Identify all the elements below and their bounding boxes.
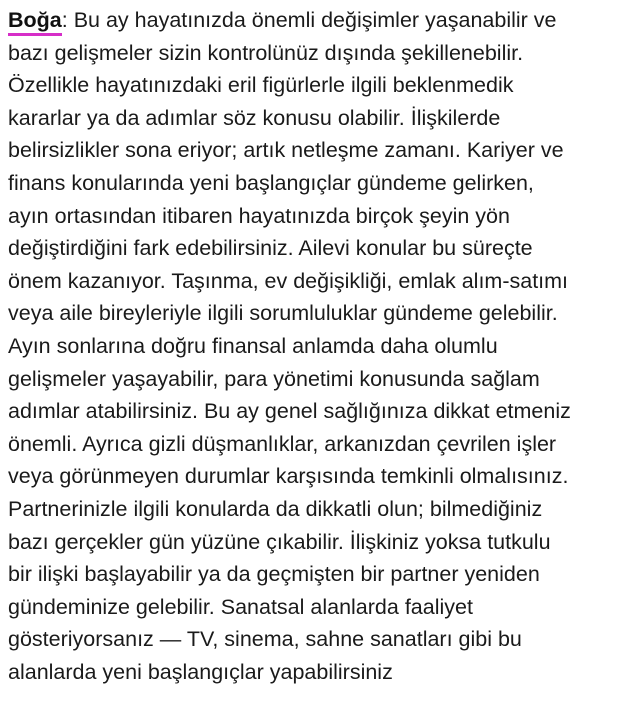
text-line: önem kazanıyor. Taşınma, ev değişikliği, emlak alım-satımı bbox=[8, 268, 569, 293]
text-line: belirsizlikler sona eriyor; artık netleşme zamanı. Kariyer ve bbox=[8, 138, 564, 163]
zodiac-sign-title: Boğa bbox=[8, 4, 62, 37]
text-line: Özellikle hayatınızdaki eril figürlerle ilgili beklenmedik bbox=[8, 73, 514, 98]
text-line: gösteriyorsanız — TV, sinema, sahne sanatları gibi bu bbox=[8, 627, 522, 652]
text-line: gündeminize gelebilir. Sanatsal alanlarda faaliyet bbox=[8, 594, 473, 619]
first-line-text: : Bu ay hayatınızda önemli değişimler yaşanabilir ve bbox=[61, 8, 557, 32]
horoscope-paragraph bbox=[8, 4, 628, 688]
text-line: Ayın sonlarına doğru finansal anlamda daha olumlu bbox=[8, 333, 498, 358]
text-line bbox=[8, 4, 628, 37]
text-line: önemli. Ayrıca gizli düşmanlıklar, arkanızdan çevrilen işler bbox=[8, 431, 557, 456]
text-line: Partnerinizle ilgili konularda da dikkatli olun; bilmediğiniz bbox=[8, 496, 543, 521]
text-line: gelişmeler yaşayabilir, para yönetimi konusunda sağlam bbox=[8, 366, 540, 391]
text-line: bazı gerçekler gün yüzüne çıkabilir. İlişkiniz yoksa tutkulu bbox=[8, 529, 551, 554]
text-line: kararlar ya da adımlar söz konusu olabilir. İlişkilerde bbox=[8, 105, 501, 130]
text-line: veya aile bireyleriyle ilgili sorumluluklar gündeme gelebilir. bbox=[8, 301, 558, 326]
text-line: bazı gelişmeler sizin kontrolünüz dışında şekillenebilir. bbox=[8, 40, 524, 65]
text-line: alanlarda yeni başlangıçlar yapabilirsiniz bbox=[8, 659, 393, 684]
text-line: değiştirdiğini fark edebilirsiniz. Ailevi konular bu süreçte bbox=[8, 236, 533, 261]
text-line: bir ilişki başlayabilir ya da geçmişten bir partner yeniden bbox=[8, 562, 540, 587]
text-line: veya görünmeyen durumlar karşısında temkinli olmalısınız. bbox=[8, 464, 569, 489]
text-line: finans konularında yeni başlangıçlar gündeme gelirken, bbox=[8, 170, 534, 195]
text-line: ayın ortasından itibaren hayatınızda birçok şeyin yön bbox=[8, 203, 510, 228]
text-line: adımlar atabilirsiniz. Bu ay genel sağlığınıza dikkat etmeniz bbox=[8, 399, 571, 424]
